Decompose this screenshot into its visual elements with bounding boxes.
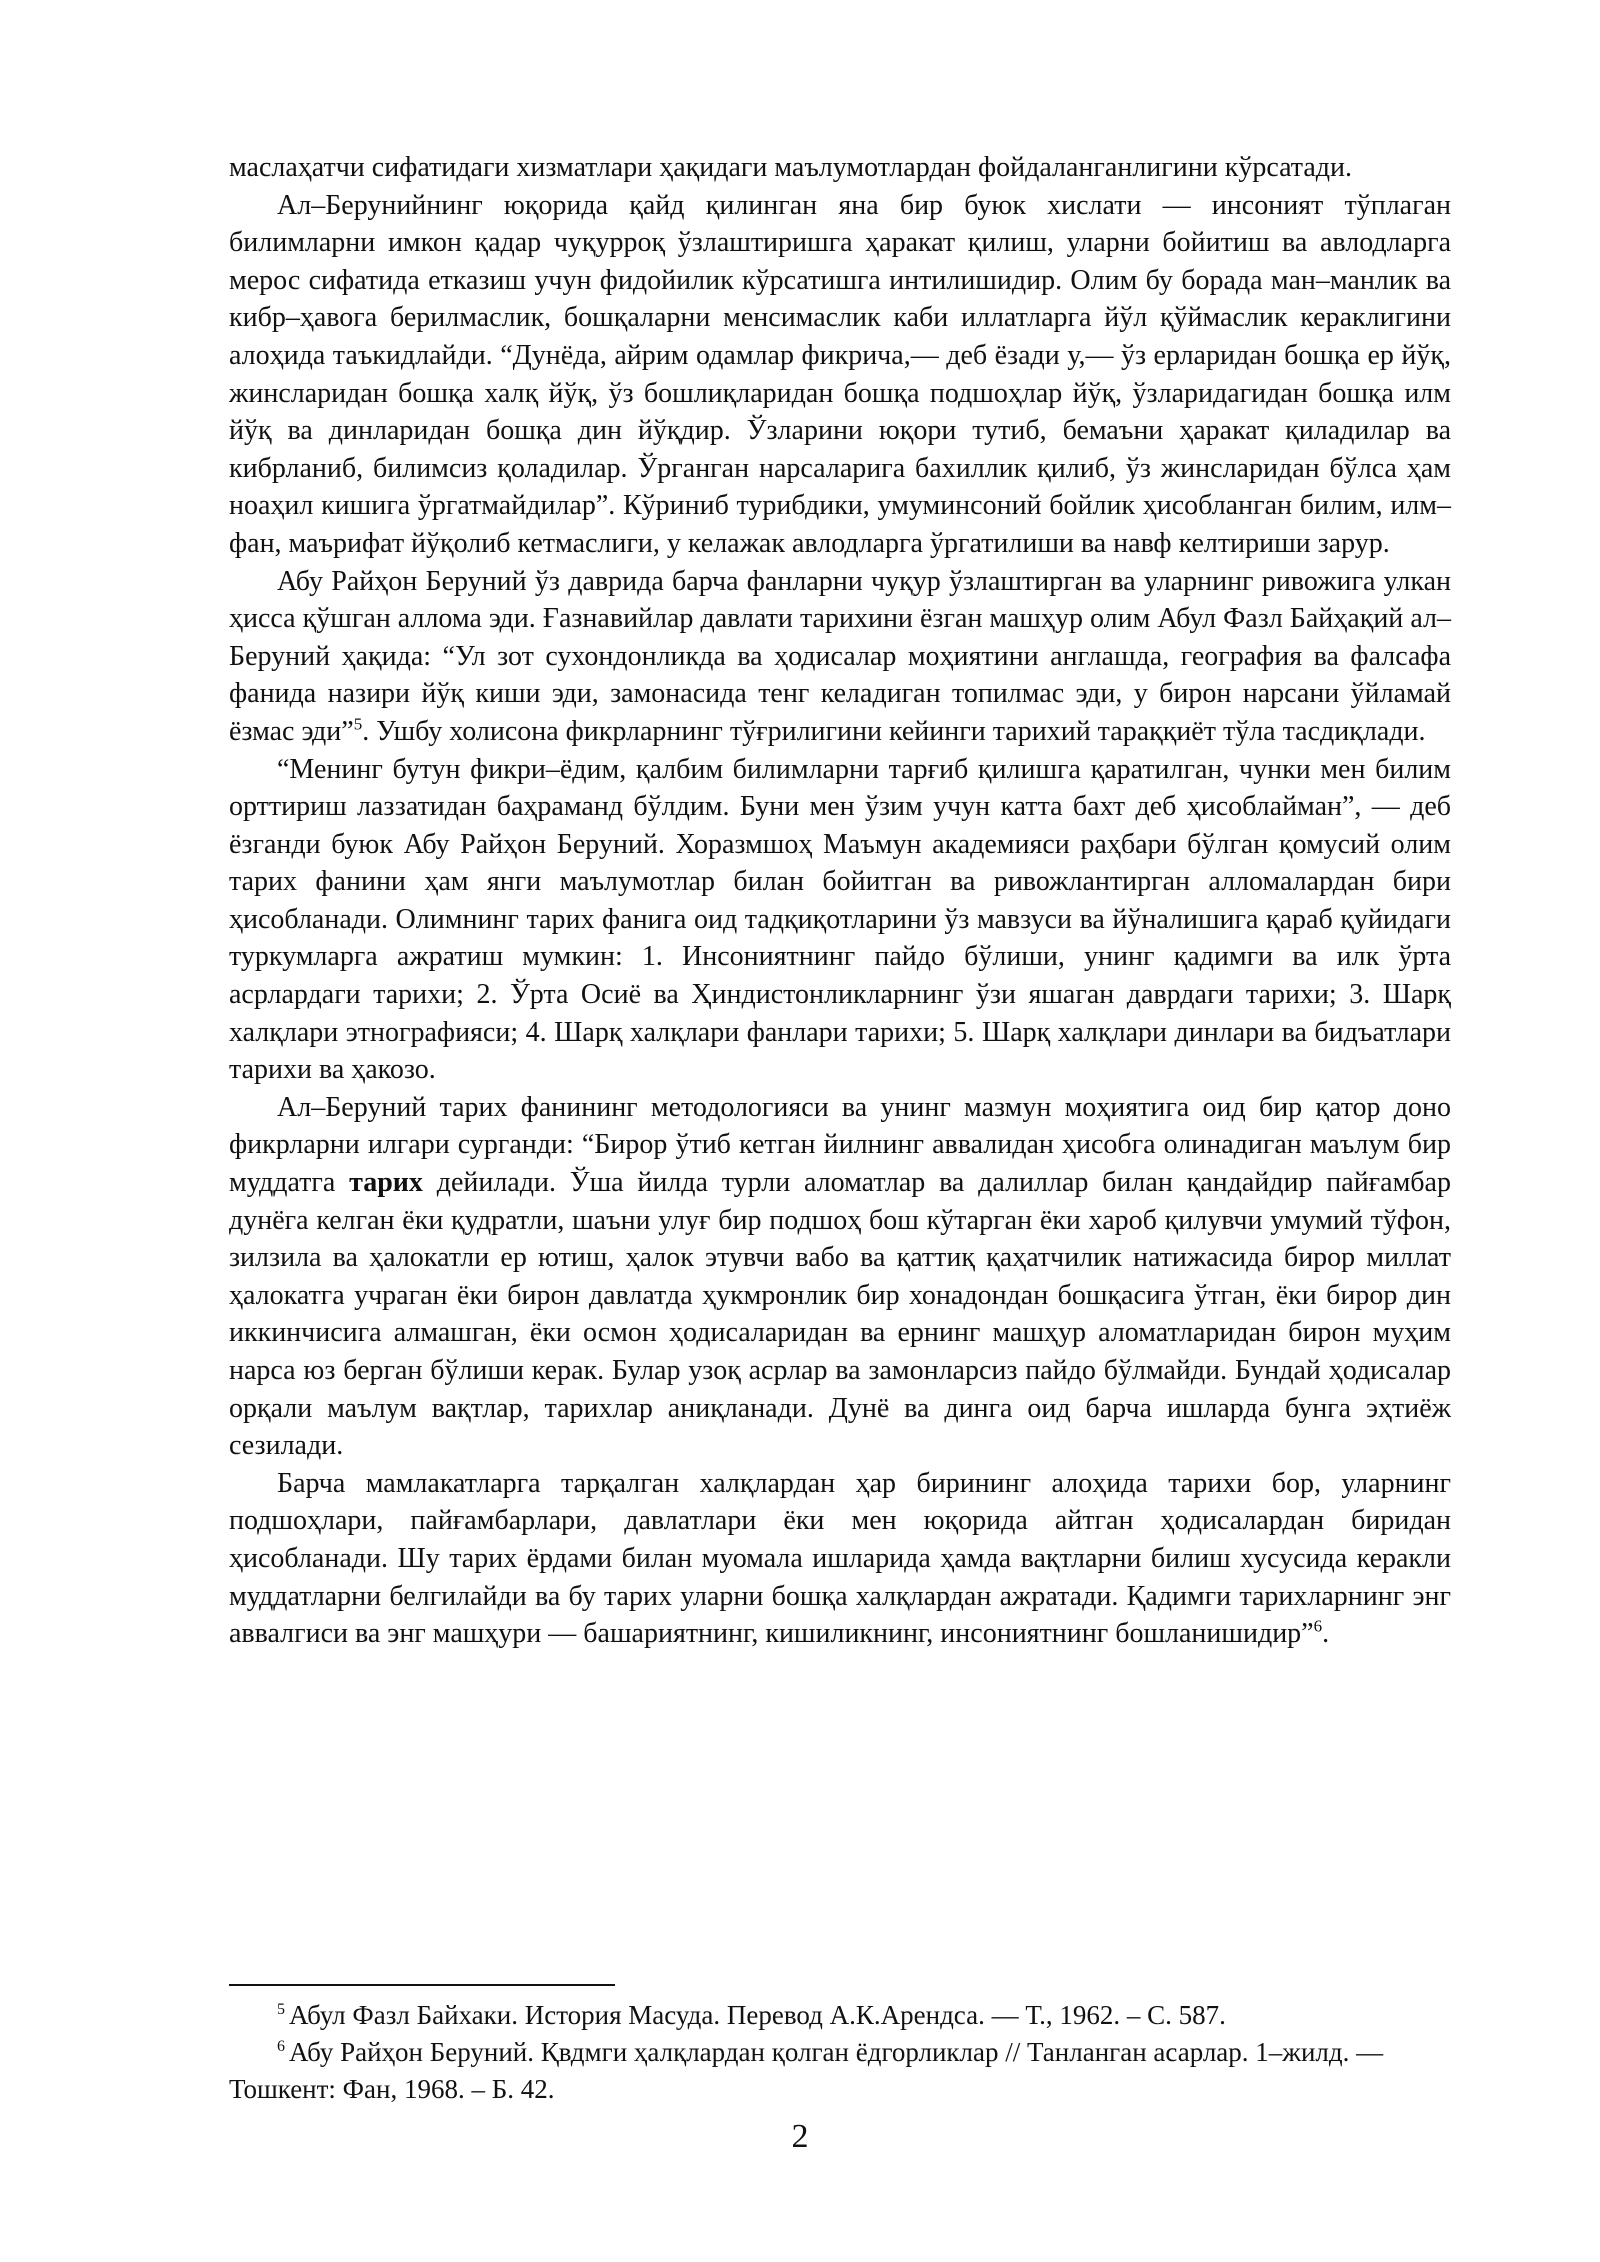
footnote — [229, 2034, 1451, 2108]
paragraph — [229, 751, 1451, 1089]
bold-term: тарих — [349, 1167, 423, 1199]
paragraph-text: Барча мамлакатларга тарқалган халқлардан ҳар бирининг алоҳида тарихи бор, уларнинг подшоҳлари, пайғамбарлари, давлатлари ёки мен юқорида айтган ҳодисалардан биридан ҳисобланади. Шу тарих ёрдами билан муомала ишларида ҳамда вақтларни билиш хусусида керакли муддатларни белгилайди ва бу тарих уларни бошқа халқлардан ажратади. Қадимги тарихларнинг энг аввалгиси ва энг машҳури — башариятнинг, кишиликнинг, инсониятнинг бошланишидир” — [229, 1467, 1451, 1650]
paragraph-text-continued: дейилади. Ўша йилда турли аломатлар ва далиллар билан қандайдир пайғамбар дунёга келган ёки қудратли, шаъни улуғ бир подшоҳ бош кўтарган ёки хароб қилувчи умумий тўфон, зилзила ва ҳалокатли ер ютиш, ҳалок этувчи вабо ва қаттиқ қаҳатчилик натижасида бирор миллат ҳалокатга учраган ёки бирон давлатда ҳукмронлик бир хонадондан бошқасига ўтган, ёки бирор дин иккинчисига алмашган, ёки осмон ҳодисаларидан ва ернинг машҳур аломатларидан бирон муҳим нарса юз берган бўлиши керак. Булар узоқ асрлар ва замонларсиз пайдо бўлмайди. Бундай ҳодисалар орқали маълум вақтлар, тарихлар аниқланади. Дунё ва динга оид барча ишларда бунга эҳтиёж сезилади. — [229, 1167, 1451, 1462]
paragraph-text: маслаҳатчи сифатидаги хизматлари ҳақидаги маълумотлардан фойдаланганлигини кўрсатади. — [229, 152, 1353, 183]
paragraph — [229, 1465, 1451, 1653]
paragraph-text-continued: . — [1322, 1618, 1330, 1650]
footnote-text: Абул Фазл Байхаки. История Масуда. Перевод А.К.Арендса. — Т., 1962. – С. 587. — [289, 2000, 1226, 2030]
paragraph-text-continued: . Ушбу холисона фикрларнинг тўғрилигини кейинги тарихий тараққиёт тўла тасдиқлади. — [362, 715, 1426, 747]
paragraph-text: Ал–Беруний тарих фанининг методологияси ва унинг мазмун моҳиятига оид бир қатор доно фикрларни илгари сурганди: “Бирор ўтиб кетган йилнинг аввалидан ҳисобга олинадиган маълум бир муддатга — [229, 1091, 1451, 1199]
footnote-reference[interactable]: 5 — [353, 714, 363, 734]
footnote-number: 6 — [277, 2038, 285, 2055]
paragraph-text: Абу Райҳон Беруний ўз даврида барча фанларни чуқур ўзлаштирган ва уларнинг ривожига улкан ҳисса қўшган аллома эди. Ғазнавийлар давлати тарихини ёзган машҳур олим Абул Фазл Байҳақий ал–Беруний ҳақида: “Ул зот сухондонликда ва ҳодисалар моҳиятини англашда, география ва фалсафа фанида назири йўқ киши эди, замонасида тенг келадиган топилмас эди, у бирон нарсани ўйламай ёзмас эди” — [229, 565, 1451, 747]
paragraph — [229, 1089, 1451, 1465]
paragraph-continuation — [229, 149, 1451, 187]
paragraph — [229, 563, 1451, 751]
footnote — [229, 1997, 1451, 2034]
footnote-reference[interactable]: 6 — [1313, 1616, 1323, 1636]
paragraph-text: “Менинг бутун фикри–ёдим, қалбим билимларни тарғиб қилишга қаратилган, чунки мен билим орттириш лаззатидан баҳраманд бўлдим. Буни мен ўзим учун катта бахт деб ҳисоблайман”, — деб ёзганди буюк Абу Райҳон Беруний. Хоразмшоҳ Маъмун академияси раҳбари бўлган қомусий олим тарих фанини ҳам янги маълумотлар билан бойитган ва ривожлантирган алломалардан бири ҳисобланади. Олимнинг тарих фанига оид тадқиқотларини ўз мавзуси ва йўналишига қараб қуйидаги туркумларга ажратиш мумкин: 1. Инсониятнинг пайдо бўлиши, унинг қадимги ва илк ўрта асрлардаги тарихи; 2. Ўрта Осиё ва Ҳиндистонликларнинг ўзи яшаган даврдаги тарихи; 3. Шарқ халқлари этнографияси; 4. Шарқ халқлари фанлари тарихи; 5. Шарқ халқлари динлари ва бидъатлари тарихи ва ҳакозо. — [229, 753, 1451, 1086]
footnotes — [229, 1997, 1451, 2108]
footnote-separator — [229, 1984, 615, 1986]
footnote-number: 5 — [277, 2001, 285, 2018]
paragraph-text: Ал–Берунийнинг юқорида қайд қилинган яна бир буюк хислати — инсоният тўплаган билимларни имкон қадар чуқурроқ ўзлаштиришга ҳаракат қилиш, уларни бойитиш ва авлодларга мерос сифатида етказиш учун фидойилик кўрсатишга интилишидир. Олим бу борада ман–манлик ва кибр–ҳавога берилмаслик, бошқаларни менсимаслик каби иллатларга йўл қўймаслик кераклигини алоҳида таъкидлайди. “Дунёда, айрим одамлар фикрича,— деб ёзади у,— ўз ерларидан бошқа ер йўқ, жинсларидан бошқа халқ йўқ, ўз бошлиқларидан бошқа подшоҳлар йўқ, ўзларидагидан бошқа илм йўқ ва динларидан бошқа дин йўқдир. Ўзларини юқори тутиб, бемаъни ҳаракат қиладилар ва кибрланиб, билимсиз қоладилар. Ўрганган нарсаларига бахиллик қилиб, ўз жинсларидан бўлса ҳам ноаҳил кишига ўргатмайдилар”. Кўриниб турибдики, умуминсоний бойлик ҳисобланган билим, илм–фан, маърифат йўқолиб кетмаслиги, у келажак авлодларга ўргатилиши ва навф келтириши зарур. — [229, 189, 1451, 559]
paragraph — [229, 187, 1451, 563]
main-text — [229, 149, 1451, 1653]
page-number: 2 — [791, 2118, 809, 2155]
footnote-text: Абу Райҳон Беруний. Қвдмги ҳалқлардан қолган ёдгорликлар // Танланган асарлар. 1–жилд. — Тошкент: Фан, 1968. – Б. 42. — [229, 2037, 1384, 2104]
